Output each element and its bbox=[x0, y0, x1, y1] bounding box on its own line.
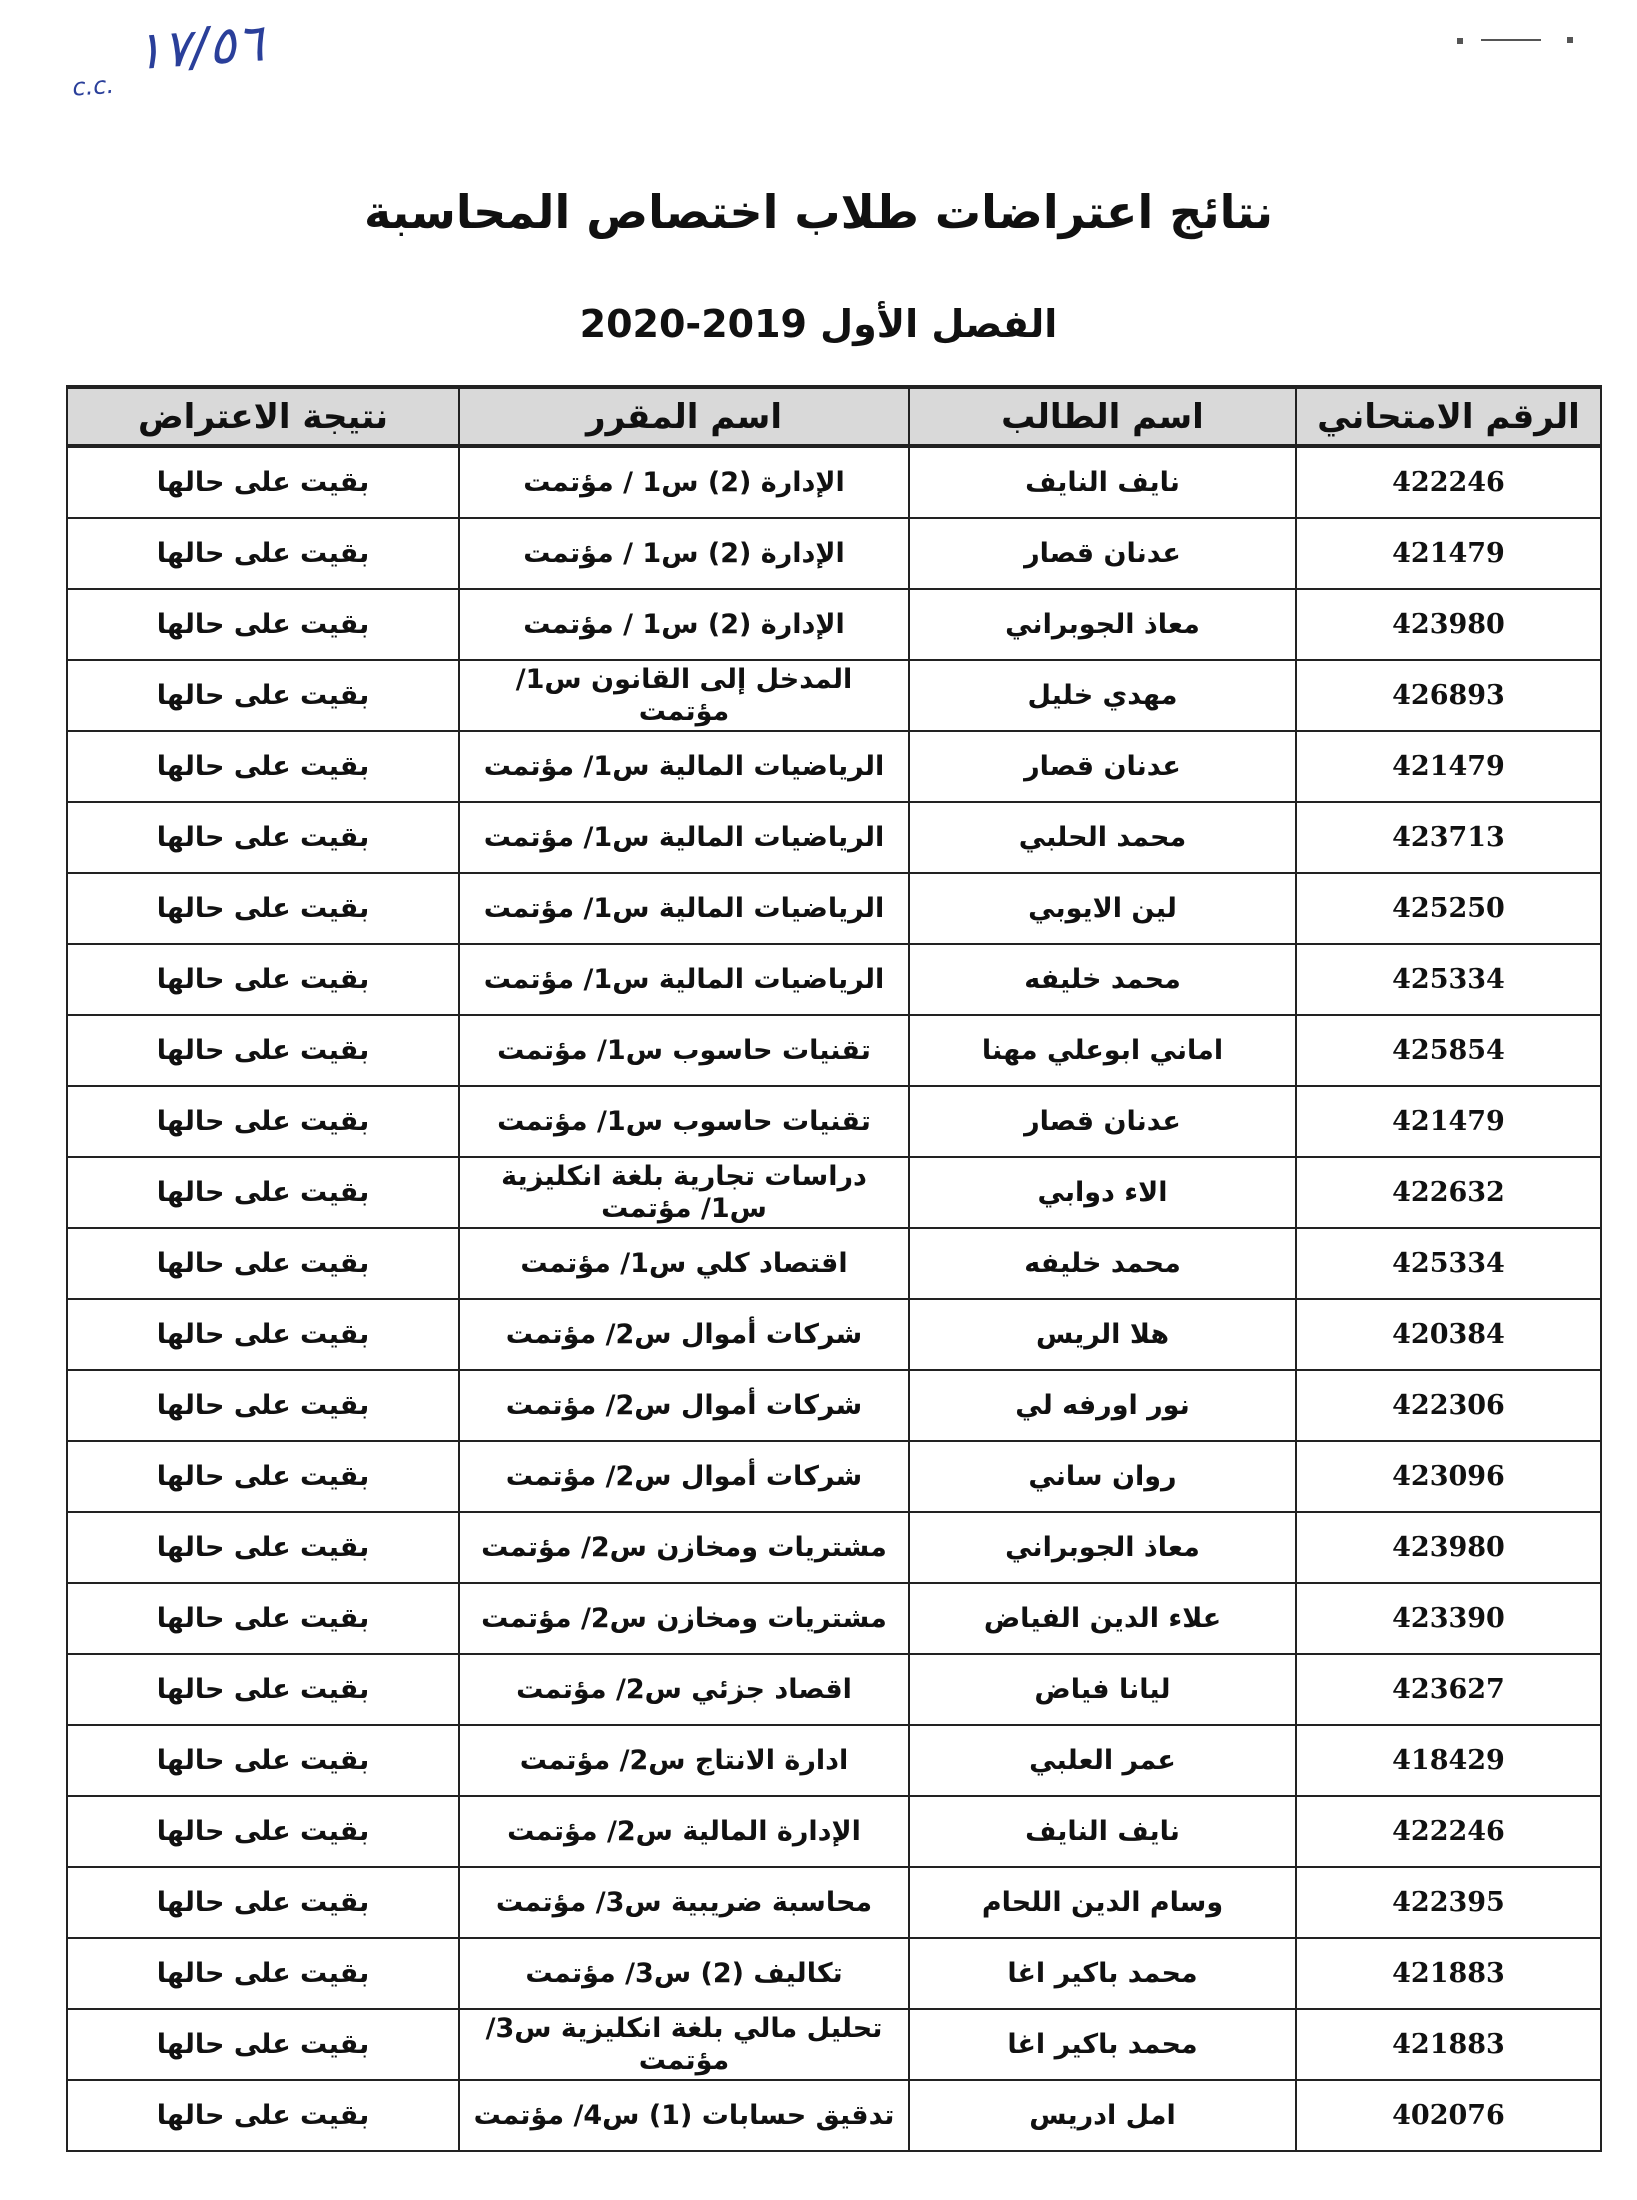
table-row bbox=[67, 802, 1601, 873]
objection-result-cell: بقيت على حالها bbox=[67, 1299, 459, 1370]
student-name-cell: عدنان قصار bbox=[909, 518, 1296, 589]
objection-result-cell: بقيت على حالها bbox=[67, 1867, 459, 1938]
objection-result-cell: بقيت على حالها bbox=[67, 2080, 459, 2151]
exam-number-cell: 425334 bbox=[1296, 1228, 1601, 1299]
course-name-cell: تحليل مالي بلغة انكليزية س3/ مؤتمت bbox=[459, 2009, 909, 2080]
table-row bbox=[67, 1015, 1601, 1086]
header-exam-number: الرقم الامتحاني bbox=[1296, 387, 1601, 446]
exam-number-cell: 422246 bbox=[1296, 1796, 1601, 1867]
results-table bbox=[66, 385, 1602, 2152]
table-row bbox=[67, 1583, 1601, 1654]
course-name-cell: مشتريات ومخازن س2/ مؤتمت bbox=[459, 1512, 909, 1583]
student-name-cell: الاء دوابي bbox=[909, 1157, 1296, 1228]
student-name-cell: نايف النايف bbox=[909, 446, 1296, 518]
student-name-cell: عدنان قصار bbox=[909, 731, 1296, 802]
course-name-cell: الرياضيات المالية س1/ مؤتمت bbox=[459, 944, 909, 1015]
table-header-row bbox=[67, 387, 1601, 446]
exam-number-cell: 423980 bbox=[1296, 1512, 1601, 1583]
course-name-cell: اقتصاد كلي س1/ مؤتمت bbox=[459, 1228, 909, 1299]
table-row bbox=[67, 2009, 1601, 2080]
exam-number-cell: 421883 bbox=[1296, 1938, 1601, 2009]
course-name-cell: الرياضيات المالية س1/ مؤتمت bbox=[459, 731, 909, 802]
course-name-cell: الإدارة (2) س1 / مؤتمت bbox=[459, 589, 909, 660]
document-title: نتائج اعتراضات طلاب اختصاص المحاسبة bbox=[364, 185, 1273, 239]
exam-number-cell: 422246 bbox=[1296, 446, 1601, 518]
objection-result-cell: بقيت على حالها bbox=[67, 446, 459, 518]
objection-result-cell: بقيت على حالها bbox=[67, 1583, 459, 1654]
header-student-name: اسم الطالب bbox=[909, 387, 1296, 446]
objection-result-cell: بقيت على حالها bbox=[67, 1015, 459, 1086]
exam-number-cell: 421883 bbox=[1296, 2009, 1601, 2080]
exam-number-cell: 423980 bbox=[1296, 589, 1601, 660]
course-name-cell: اقصاد جزئي س2/ مؤتمت bbox=[459, 1654, 909, 1725]
student-name-cell: محمد خليفه bbox=[909, 944, 1296, 1015]
objection-result-cell: بقيت على حالها bbox=[67, 589, 459, 660]
course-name-cell: شركات أموال س2/ مؤتمت bbox=[459, 1441, 909, 1512]
annotation-date: ١٧/٥٦ bbox=[132, 13, 266, 83]
objection-result-cell: بقيت على حالها bbox=[67, 1654, 459, 1725]
course-name-cell: الإدارة (2) س1 / مؤتمت bbox=[459, 446, 909, 518]
exam-number-cell: 425334 bbox=[1296, 944, 1601, 1015]
scan-mark bbox=[1457, 36, 1577, 42]
table-row bbox=[67, 1725, 1601, 1796]
objection-result-cell: بقيت على حالها bbox=[67, 1512, 459, 1583]
exam-number-cell: 425250 bbox=[1296, 873, 1601, 944]
table-row bbox=[67, 1299, 1601, 1370]
course-name-cell: تقنيات حاسوب س1/ مؤتمت bbox=[459, 1015, 909, 1086]
course-name-cell: محاسبة ضريبية س3/ مؤتمت bbox=[459, 1867, 909, 1938]
table-row bbox=[67, 2080, 1601, 2151]
exam-number-cell: 421479 bbox=[1296, 1086, 1601, 1157]
student-name-cell: لين الايوبي bbox=[909, 873, 1296, 944]
exam-number-cell: 423713 bbox=[1296, 802, 1601, 873]
table-row bbox=[67, 446, 1601, 518]
objection-result-cell: بقيت على حالها bbox=[67, 1370, 459, 1441]
document-subtitle: الفصل الأول 2019-2020 bbox=[579, 302, 1058, 346]
table-row bbox=[67, 518, 1601, 589]
table-row bbox=[67, 1796, 1601, 1867]
objection-result-cell: بقيت على حالها bbox=[67, 1086, 459, 1157]
objection-result-cell: بقيت على حالها bbox=[67, 1441, 459, 1512]
course-name-cell: دراسات تجارية بلغة انكليزية س1/ مؤتمت bbox=[459, 1157, 909, 1228]
student-name-cell: عدنان قصار bbox=[909, 1086, 1296, 1157]
table-row bbox=[67, 1086, 1601, 1157]
exam-number-cell: 402076 bbox=[1296, 2080, 1601, 2151]
course-name-cell: تكاليف (2) س3/ مؤتمت bbox=[459, 1938, 909, 2009]
exam-number-cell: 422632 bbox=[1296, 1157, 1601, 1228]
objection-result-cell: بقيت على حالها bbox=[67, 2009, 459, 2080]
student-name-cell: نور اورفه لي bbox=[909, 1370, 1296, 1441]
student-name-cell: نايف النايف bbox=[909, 1796, 1296, 1867]
student-name-cell: اماني ابوعلي مهنا bbox=[909, 1015, 1296, 1086]
table-row bbox=[67, 873, 1601, 944]
student-name-cell: معاذ الجوبراني bbox=[909, 1512, 1296, 1583]
course-name-cell: الإدارة المالية س2/ مؤتمت bbox=[459, 1796, 909, 1867]
table-row bbox=[67, 589, 1601, 660]
student-name-cell: ليانا فياض bbox=[909, 1654, 1296, 1725]
header-objection-result: نتيجة الاعتراض bbox=[67, 387, 459, 446]
table-row bbox=[67, 1370, 1601, 1441]
exam-number-cell: 418429 bbox=[1296, 1725, 1601, 1796]
student-name-cell: محمد باكير اغا bbox=[909, 1938, 1296, 2009]
course-name-cell: شركات أموال س2/ مؤتمت bbox=[459, 1299, 909, 1370]
course-name-cell: مشتريات ومخازن س2/ مؤتمت bbox=[459, 1583, 909, 1654]
student-name-cell: معاذ الجوبراني bbox=[909, 589, 1296, 660]
objection-result-cell: بقيت على حالها bbox=[67, 1157, 459, 1228]
exam-number-cell: 426893 bbox=[1296, 660, 1601, 731]
objection-result-cell: بقيت على حالها bbox=[67, 873, 459, 944]
student-name-cell: محمد خليفه bbox=[909, 1228, 1296, 1299]
student-name-cell: مهدي خليل bbox=[909, 660, 1296, 731]
objection-result-cell: بقيت على حالها bbox=[67, 944, 459, 1015]
student-name-cell: وسام الدين اللحام bbox=[909, 1867, 1296, 1938]
table-row bbox=[67, 1512, 1601, 1583]
objection-result-cell: بقيت على حالها bbox=[67, 660, 459, 731]
student-name-cell: علاء الدين الفياض bbox=[909, 1583, 1296, 1654]
table-row bbox=[67, 1867, 1601, 1938]
header-course-name: اسم المقرر bbox=[459, 387, 909, 446]
table-row bbox=[67, 944, 1601, 1015]
course-name-cell: شركات أموال س2/ مؤتمت bbox=[459, 1370, 909, 1441]
exam-number-cell: 421479 bbox=[1296, 518, 1601, 589]
student-name-cell: امل ادريس bbox=[909, 2080, 1296, 2151]
course-name-cell: الرياضيات المالية س1/ مؤتمت bbox=[459, 873, 909, 944]
course-name-cell: تقنيات حاسوب س1/ مؤتمت bbox=[459, 1086, 909, 1157]
student-name-cell: روان ساني bbox=[909, 1441, 1296, 1512]
exam-number-cell: 423096 bbox=[1296, 1441, 1601, 1512]
table-row bbox=[67, 1157, 1601, 1228]
objection-result-cell: بقيت على حالها bbox=[67, 1796, 459, 1867]
objection-result-cell: بقيت على حالها bbox=[67, 1938, 459, 2009]
exam-number-cell: 421479 bbox=[1296, 731, 1601, 802]
course-name-cell: الإدارة (2) س1 / مؤتمت bbox=[459, 518, 909, 589]
objection-result-cell: بقيت على حالها bbox=[67, 731, 459, 802]
course-name-cell: تدقيق حسابات (1) س4/ مؤتمت bbox=[459, 2080, 909, 2151]
student-name-cell: هلا الريس bbox=[909, 1299, 1296, 1370]
table-row bbox=[67, 1228, 1601, 1299]
objection-result-cell: بقيت على حالها bbox=[67, 1228, 459, 1299]
objection-result-cell: بقيت على حالها bbox=[67, 802, 459, 873]
annotation-prefix: c.c. bbox=[71, 70, 115, 102]
exam-number-cell: 425854 bbox=[1296, 1015, 1601, 1086]
student-name-cell: محمد الحلبي bbox=[909, 802, 1296, 873]
student-name-cell: محمد باكير اغا bbox=[909, 2009, 1296, 2080]
course-name-cell: الرياضيات المالية س1/ مؤتمت bbox=[459, 802, 909, 873]
table-row bbox=[67, 731, 1601, 802]
handwritten-annotation bbox=[68, 13, 266, 102]
course-name-cell: ادارة الانتاج س2/ مؤتمت bbox=[459, 1725, 909, 1796]
table-row bbox=[67, 660, 1601, 731]
table-row bbox=[67, 1654, 1601, 1725]
exam-number-cell: 423627 bbox=[1296, 1654, 1601, 1725]
objection-result-cell: بقيت على حالها bbox=[67, 518, 459, 589]
student-name-cell: عمر العلبي bbox=[909, 1725, 1296, 1796]
exam-number-cell: 422395 bbox=[1296, 1867, 1601, 1938]
course-name-cell: المدخل إلى القانون س1/ مؤتمت bbox=[459, 660, 909, 731]
exam-number-cell: 423390 bbox=[1296, 1583, 1601, 1654]
exam-number-cell: 422306 bbox=[1296, 1370, 1601, 1441]
exam-number-cell: 420384 bbox=[1296, 1299, 1601, 1370]
objection-result-cell: بقيت على حالها bbox=[67, 1725, 459, 1796]
table-row bbox=[67, 1938, 1601, 2009]
table-row bbox=[67, 1441, 1601, 1512]
